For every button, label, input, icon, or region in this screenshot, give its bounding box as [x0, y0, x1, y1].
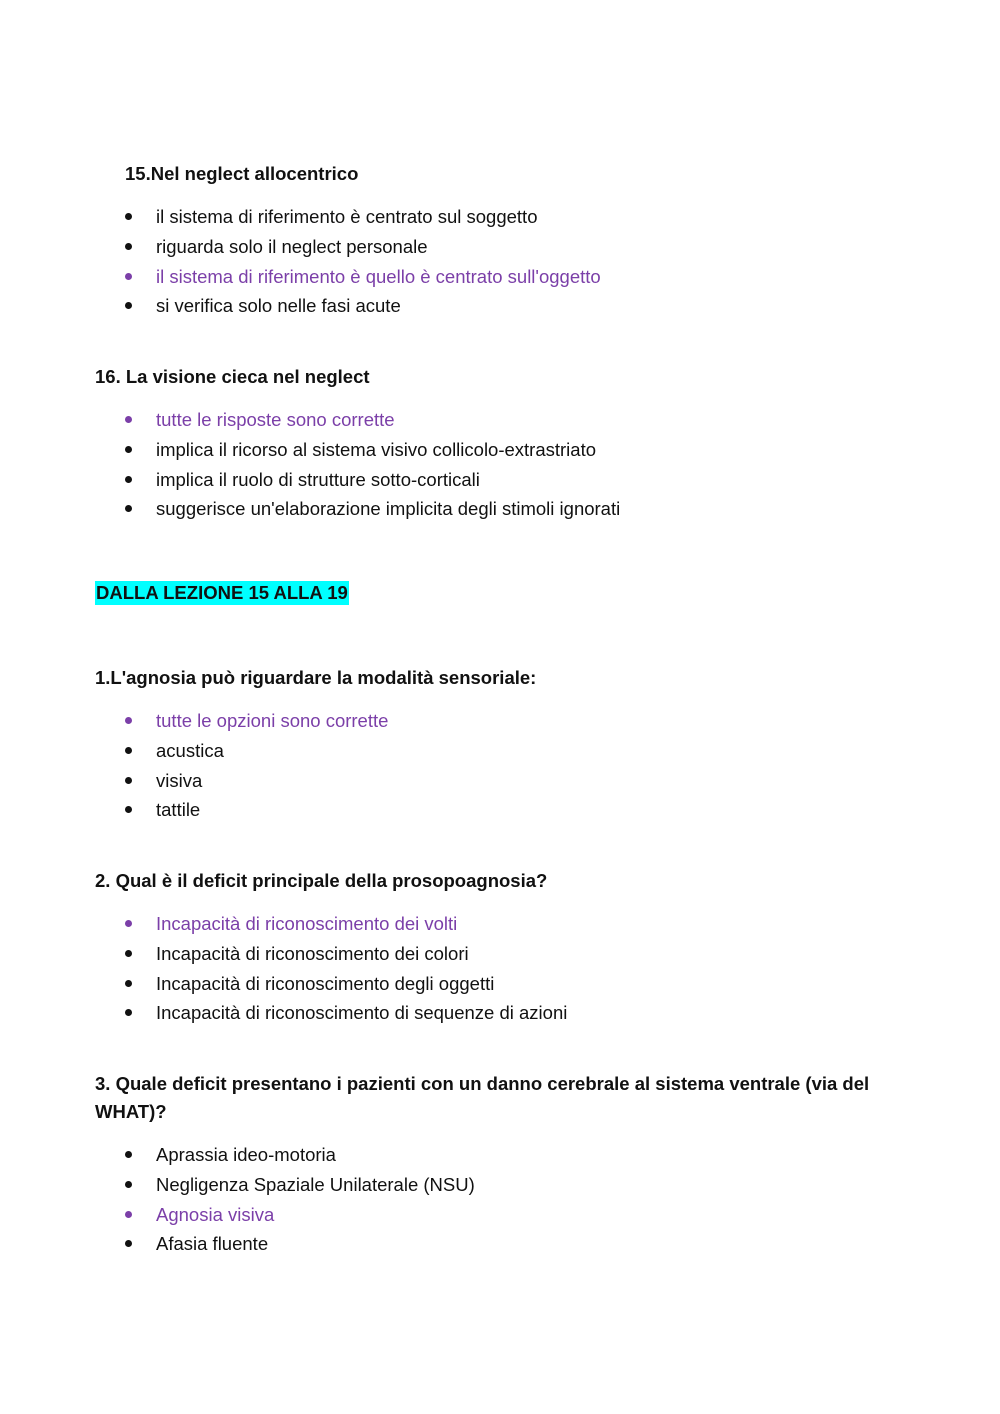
answer-list — [95, 706, 915, 825]
question-2 — [95, 867, 915, 1028]
bullet-icon — [125, 1181, 132, 1188]
answer-text: riguarda solo il neglect personale — [156, 235, 428, 257]
question-title: 15.Nel neglect allocentrico — [125, 163, 359, 184]
answer-text: Incapacità di riconoscimento di sequenze di azioni — [156, 1002, 568, 1024]
bullet-icon — [125, 777, 132, 784]
question-15 — [95, 160, 915, 321]
answer-text: implica il ricorso al sistema visivo collicolo-extrastriato — [156, 438, 597, 460]
answer-item — [95, 998, 915, 1028]
bullet-icon — [125, 273, 132, 280]
answer-item-correct — [95, 405, 915, 435]
answer-text: il sistema di riferimento è centrato sul soggetto — [156, 206, 538, 227]
question-1 — [95, 664, 915, 825]
answer-text: tutte le risposte sono corrette — [156, 409, 395, 430]
answer-text: tattile — [156, 799, 201, 821]
section-heading: DALLA LEZIONE 15 ALLA 19 — [96, 582, 348, 603]
answer-item — [95, 736, 915, 766]
answer-text: il sistema di riferimento è quello è centrato sull'oggetto — [156, 265, 601, 287]
answer-list — [95, 909, 915, 1028]
bullet-icon — [125, 950, 132, 957]
bullet-icon — [125, 446, 132, 453]
answer-item — [95, 202, 915, 232]
bullet-icon — [125, 980, 132, 987]
question-16 — [95, 363, 915, 524]
answer-text: si verifica solo nelle fasi acute — [156, 295, 401, 317]
answer-item — [95, 939, 915, 969]
answer-text: implica il ruolo di strutture sotto-corticali — [156, 468, 480, 490]
answer-item — [95, 1170, 915, 1200]
answer-text: visiva — [156, 769, 203, 791]
answer-text: Incapacità di riconoscimento dei colori — [156, 942, 469, 964]
answer-text: Afasia fluente — [156, 1233, 269, 1255]
answer-item — [95, 1229, 915, 1259]
answer-item — [95, 766, 915, 796]
answer-item — [95, 435, 915, 465]
bullet-icon — [125, 243, 132, 250]
answer-text: Negligenza Spaziale Unilaterale (NSU) — [156, 1173, 475, 1195]
answer-item — [95, 795, 915, 825]
bullet-icon — [125, 1240, 132, 1247]
answer-text: Incapacità di riconoscimento degli oggetti — [156, 972, 495, 994]
answer-text: acustica — [156, 739, 224, 761]
bullet-icon — [125, 747, 132, 754]
bullet-icon — [125, 416, 132, 423]
answer-list — [95, 1140, 915, 1259]
answer-text: Incapacità di riconoscimento dei volti — [156, 913, 458, 934]
answer-item-correct — [95, 909, 915, 939]
bullet-icon — [125, 806, 132, 813]
answer-item — [95, 494, 915, 524]
answer-item-correct — [95, 706, 915, 736]
bullet-icon — [125, 717, 132, 724]
answer-text: tutte le opzioni sono corrette — [156, 710, 389, 731]
answer-list — [95, 202, 915, 321]
question-title: 1.L'agnosia può riguardare la modalità sensoriale: — [95, 667, 537, 688]
answer-item-correct — [95, 262, 915, 292]
question-title-line-2: WHAT)? — [95, 1101, 167, 1122]
bullet-icon — [125, 1009, 132, 1016]
answer-text: Aprassia ideo-motoria — [156, 1144, 336, 1165]
answer-item-correct — [95, 1200, 915, 1230]
bullet-icon — [125, 302, 132, 309]
answer-list — [95, 405, 915, 524]
bullet-icon — [125, 476, 132, 483]
answer-text: suggerisce un'elaborazione implicita degli stimoli ignorati — [156, 498, 621, 520]
bullet-icon — [125, 1151, 132, 1158]
answer-item — [95, 232, 915, 262]
question-title: 16. La visione cieca nel neglect — [95, 366, 370, 387]
question-title: 2. Qual è il deficit principale della prosopoagnosia? — [95, 870, 548, 891]
question-3 — [95, 1070, 915, 1259]
bullet-icon — [125, 1211, 132, 1218]
bullet-icon — [125, 213, 132, 220]
answer-text: Agnosia visiva — [156, 1203, 275, 1225]
bullet-icon — [125, 505, 132, 512]
section-heading-block — [95, 581, 915, 605]
bullet-icon — [125, 920, 132, 927]
answer-item — [95, 465, 915, 495]
answer-item — [95, 969, 915, 999]
answer-item — [95, 1140, 915, 1170]
question-title-line-1: 3. Quale deficit presentano i pazienti con un danno cerebrale al sistema ventrale (via del — [95, 1073, 870, 1094]
answer-item — [95, 291, 915, 321]
